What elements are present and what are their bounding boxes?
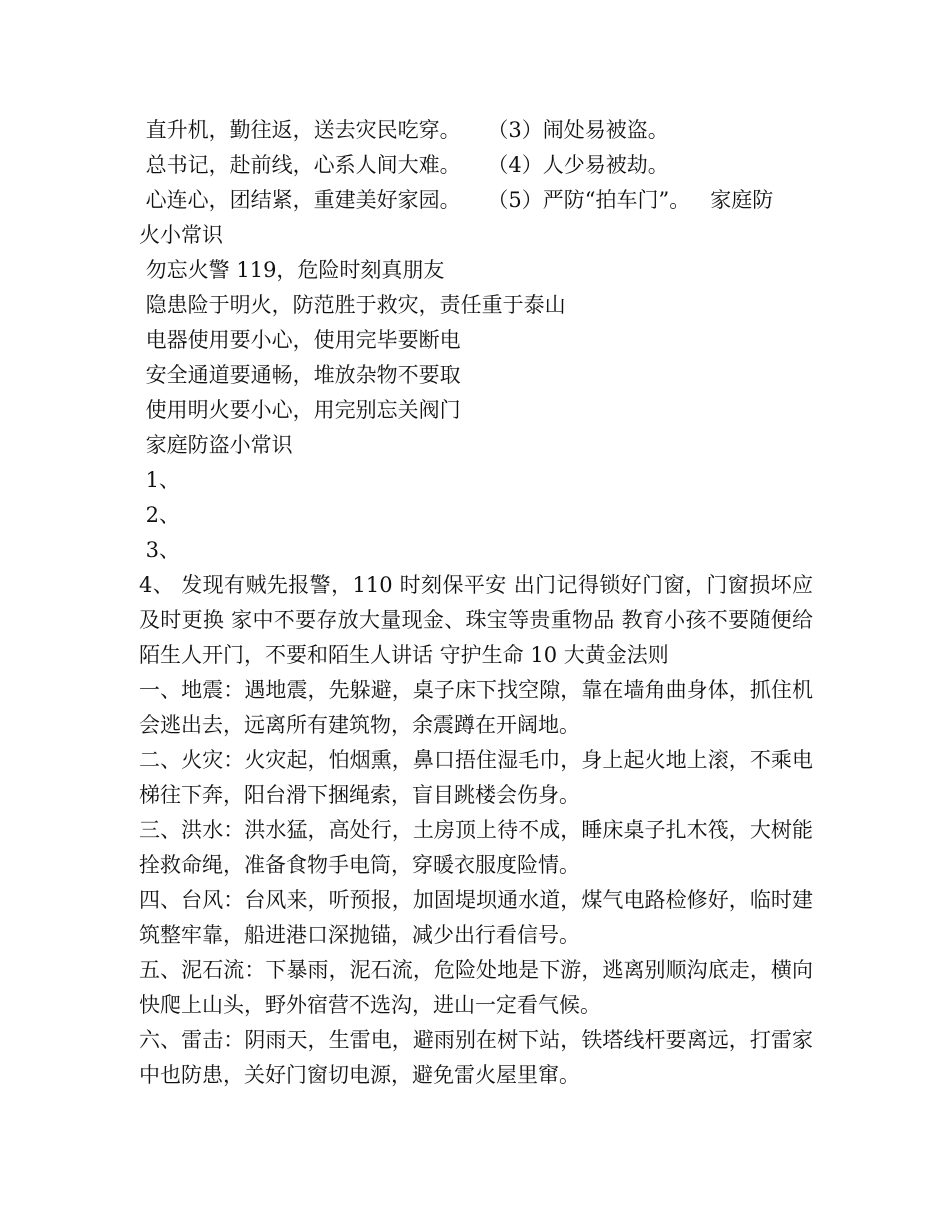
text-line-theft-item-1: 1、 bbox=[139, 468, 181, 492]
document-body bbox=[139, 113, 813, 1093]
text-line-theft-item-2: 2、 bbox=[139, 503, 181, 527]
paragraph-rule-flood: 三、洪水：洪水猛，高处行，土房顶上待不成，睡床桌子扎木筏，大树能拴救命绳，准备食物手电筒，穿暖衣服度险情。 bbox=[139, 818, 813, 877]
paragraph-rule-earthquake: 一、地震：遇地震，先躲避，桌子床下找空隙，靠在墙角曲身体，抓住机会逃出去，远离所有建筑物，余震蹲在开阔地。 bbox=[139, 678, 813, 737]
text-line-fire-heading: 火小常识 bbox=[139, 223, 223, 247]
paragraph-rule-typhoon: 四、台风：台风来，听预报，加固堤坝通水道，煤气电路检修好，临时建筑整牢靠，船进港口深抛锚，减少出行看信号。 bbox=[139, 888, 813, 947]
text-line-relief-rebuild: 心连心，团结紧，重建美好家园。 （5）严防“拍车门”。 家庭防 bbox=[139, 188, 774, 212]
paragraph-theft-item-4: 4、 发现有贼先报警，110 时刻保平安 出门记得锁好门窗，门窗损坏应及时更换 家中不要存放大量现金、珠宝等贵重物品 教育小孩不要随便给陌生人开门，不要和陌生人讲话 守护生命 10 大黄金法则 bbox=[139, 573, 813, 667]
paragraph-rule-fire: 二、火灾：火灾起，怕烟熏，鼻口捂住湿毛巾，身上起火地上滚，不乘电梯往下奔，阳台滑下捆绳索，盲目跳楼会伤身。 bbox=[139, 748, 813, 807]
text-line-theft-heading: 家庭防盗小常识 bbox=[139, 433, 293, 457]
paragraph-rule-lightning: 六、雷击：阴雨天，生雷电，避雨别在树下站，铁塔线杆要离远，打雷家中也防患，关好门窗切电源，避免雷火屋里窜。 bbox=[139, 1028, 813, 1087]
text-line-fire-tip-5: 使用明火要小心，用完别忘关阀门 bbox=[139, 398, 461, 422]
text-line-theft-item-3: 3、 bbox=[139, 538, 181, 562]
text-line-fire-tip-4: 安全通道要通畅，堆放杂物不要取 bbox=[139, 363, 461, 387]
text-line-relief-helicopter: 直升机，勤往返，送去灾民吃穿。 （3）闹处易被盗。 bbox=[139, 118, 669, 142]
text-line-fire-tip-1: 勿忘火警 119，危险时刻真朋友 bbox=[139, 258, 445, 282]
text-line-fire-tip-2: 隐患险于明火，防范胜于救灾，责任重于泰山 bbox=[139, 293, 566, 317]
text-line-relief-secretary: 总书记，赴前线，心系人间大难。 （4）人少易被劫。 bbox=[139, 153, 669, 177]
text-line-fire-tip-3: 电器使用要小心，使用完毕要断电 bbox=[139, 328, 461, 352]
paragraph-rule-mudslide: 五、泥石流：下暴雨，泥石流，危险处地是下游，逃离别顺沟底走，横向快爬上山头，野外宿营不选沟，进山一定看气候。 bbox=[139, 958, 813, 1017]
